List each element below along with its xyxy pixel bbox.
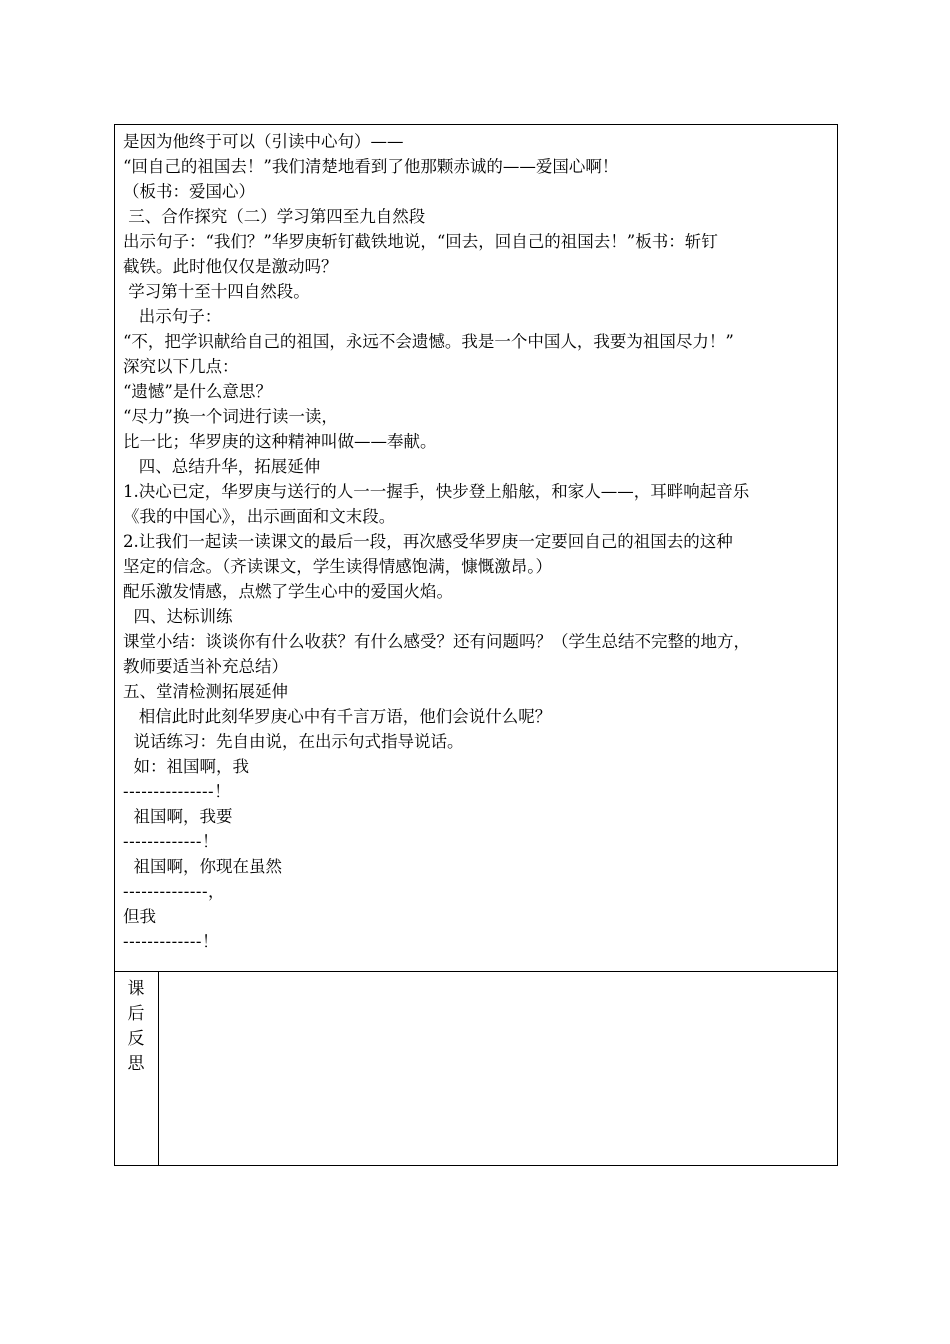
reflection-label-char: 后 xyxy=(127,1004,145,1024)
text-line: 比一比；华罗庚的这种精神叫做——奉献。 xyxy=(123,432,437,451)
text-line: 是因为他终于可以（引读中心句）—— xyxy=(123,132,404,151)
section-heading: 四、总结升华，拓展延伸 xyxy=(123,457,321,476)
text-line: 相信此时此刻华罗庚心中有千言万语，他们会说什么呢？ xyxy=(123,707,552,726)
text-line: “尽力”换一个词进行读一读， xyxy=(123,407,338,426)
text-line: 学习第十至十四自然段。 xyxy=(123,282,310,301)
text-line: 坚定的信念。（齐读课文，学生读得情感饱满，慷慨激昂。） xyxy=(123,557,552,576)
text-line: 教师要适当补充总结） xyxy=(123,657,288,676)
reflection-label-char: 思 xyxy=(127,1054,145,1074)
text-line: “不，把学识献给自己的祖国，永远不会遗憾。我是一个中国人，我要为祖国尽力！” xyxy=(123,332,734,351)
text-line: 截铁。此时他仅仅是激动吗？ xyxy=(123,257,338,276)
text-line: 祖国啊，你现在虽然 xyxy=(123,857,282,876)
blank-line: -------------！ xyxy=(123,832,219,851)
reflection-label xyxy=(125,977,147,1077)
text-line: “回自己的祖国去！”我们清楚地看到了他那颗赤诚的——爱国心啊！ xyxy=(123,157,619,176)
column-divider xyxy=(158,971,159,1165)
text-line: 配乐激发情感，点燃了学生心中的爱国火焰。 xyxy=(123,582,453,601)
text-line: （板书：爱国心） xyxy=(123,182,255,201)
reflection-label-char: 课 xyxy=(127,979,145,999)
text-line: 出示句子： xyxy=(123,307,222,326)
text-line: 2.让我们一起读一读课文的最后一段，再次感受华罗庚一定要回自己的祖国去的这种 xyxy=(123,532,733,551)
reflection-label-char: 反 xyxy=(127,1029,145,1049)
lesson-content xyxy=(123,129,835,954)
section-heading: 三、合作探究（二）学习第四至九自然段 xyxy=(123,207,426,226)
blank-line: ---------------！ xyxy=(123,782,232,801)
row-divider xyxy=(115,971,837,972)
section-heading: 四、达标训练 xyxy=(123,607,233,626)
text-line: 深究以下几点： xyxy=(123,357,239,376)
section-heading: 五、堂清检测拓展延伸 xyxy=(123,682,288,701)
text-line: “遗憾”是什么意思？ xyxy=(123,382,272,401)
blank-line: -------------！ xyxy=(123,932,219,951)
text-line: 但我 xyxy=(123,907,156,926)
text-line: 出示句子：“我们？”华罗庚斩钉截铁地说，“回去，回自己的祖国去！”板书：斩钉 xyxy=(123,232,718,251)
lesson-table xyxy=(114,124,838,1166)
text-line: 1.决心已定，华罗庚与送行的人一一握手，快步登上船舷，和家人——，耳畔响起音乐 xyxy=(123,482,750,501)
text-line: 祖国啊，我要 xyxy=(123,807,233,826)
text-line: 《我的中国心》，出示画面和文末段。 xyxy=(123,507,396,526)
text-line: 如：祖国啊，我 xyxy=(123,757,249,776)
text-line: 说话练习：先自由说，在出示句式指导说话。 xyxy=(123,732,464,751)
text-line: 课堂小结：谈谈你有什么收获？有什么感受？还有问题吗？（学生总结不完整的地方， xyxy=(123,632,750,651)
blank-line: --------------， xyxy=(123,882,226,901)
